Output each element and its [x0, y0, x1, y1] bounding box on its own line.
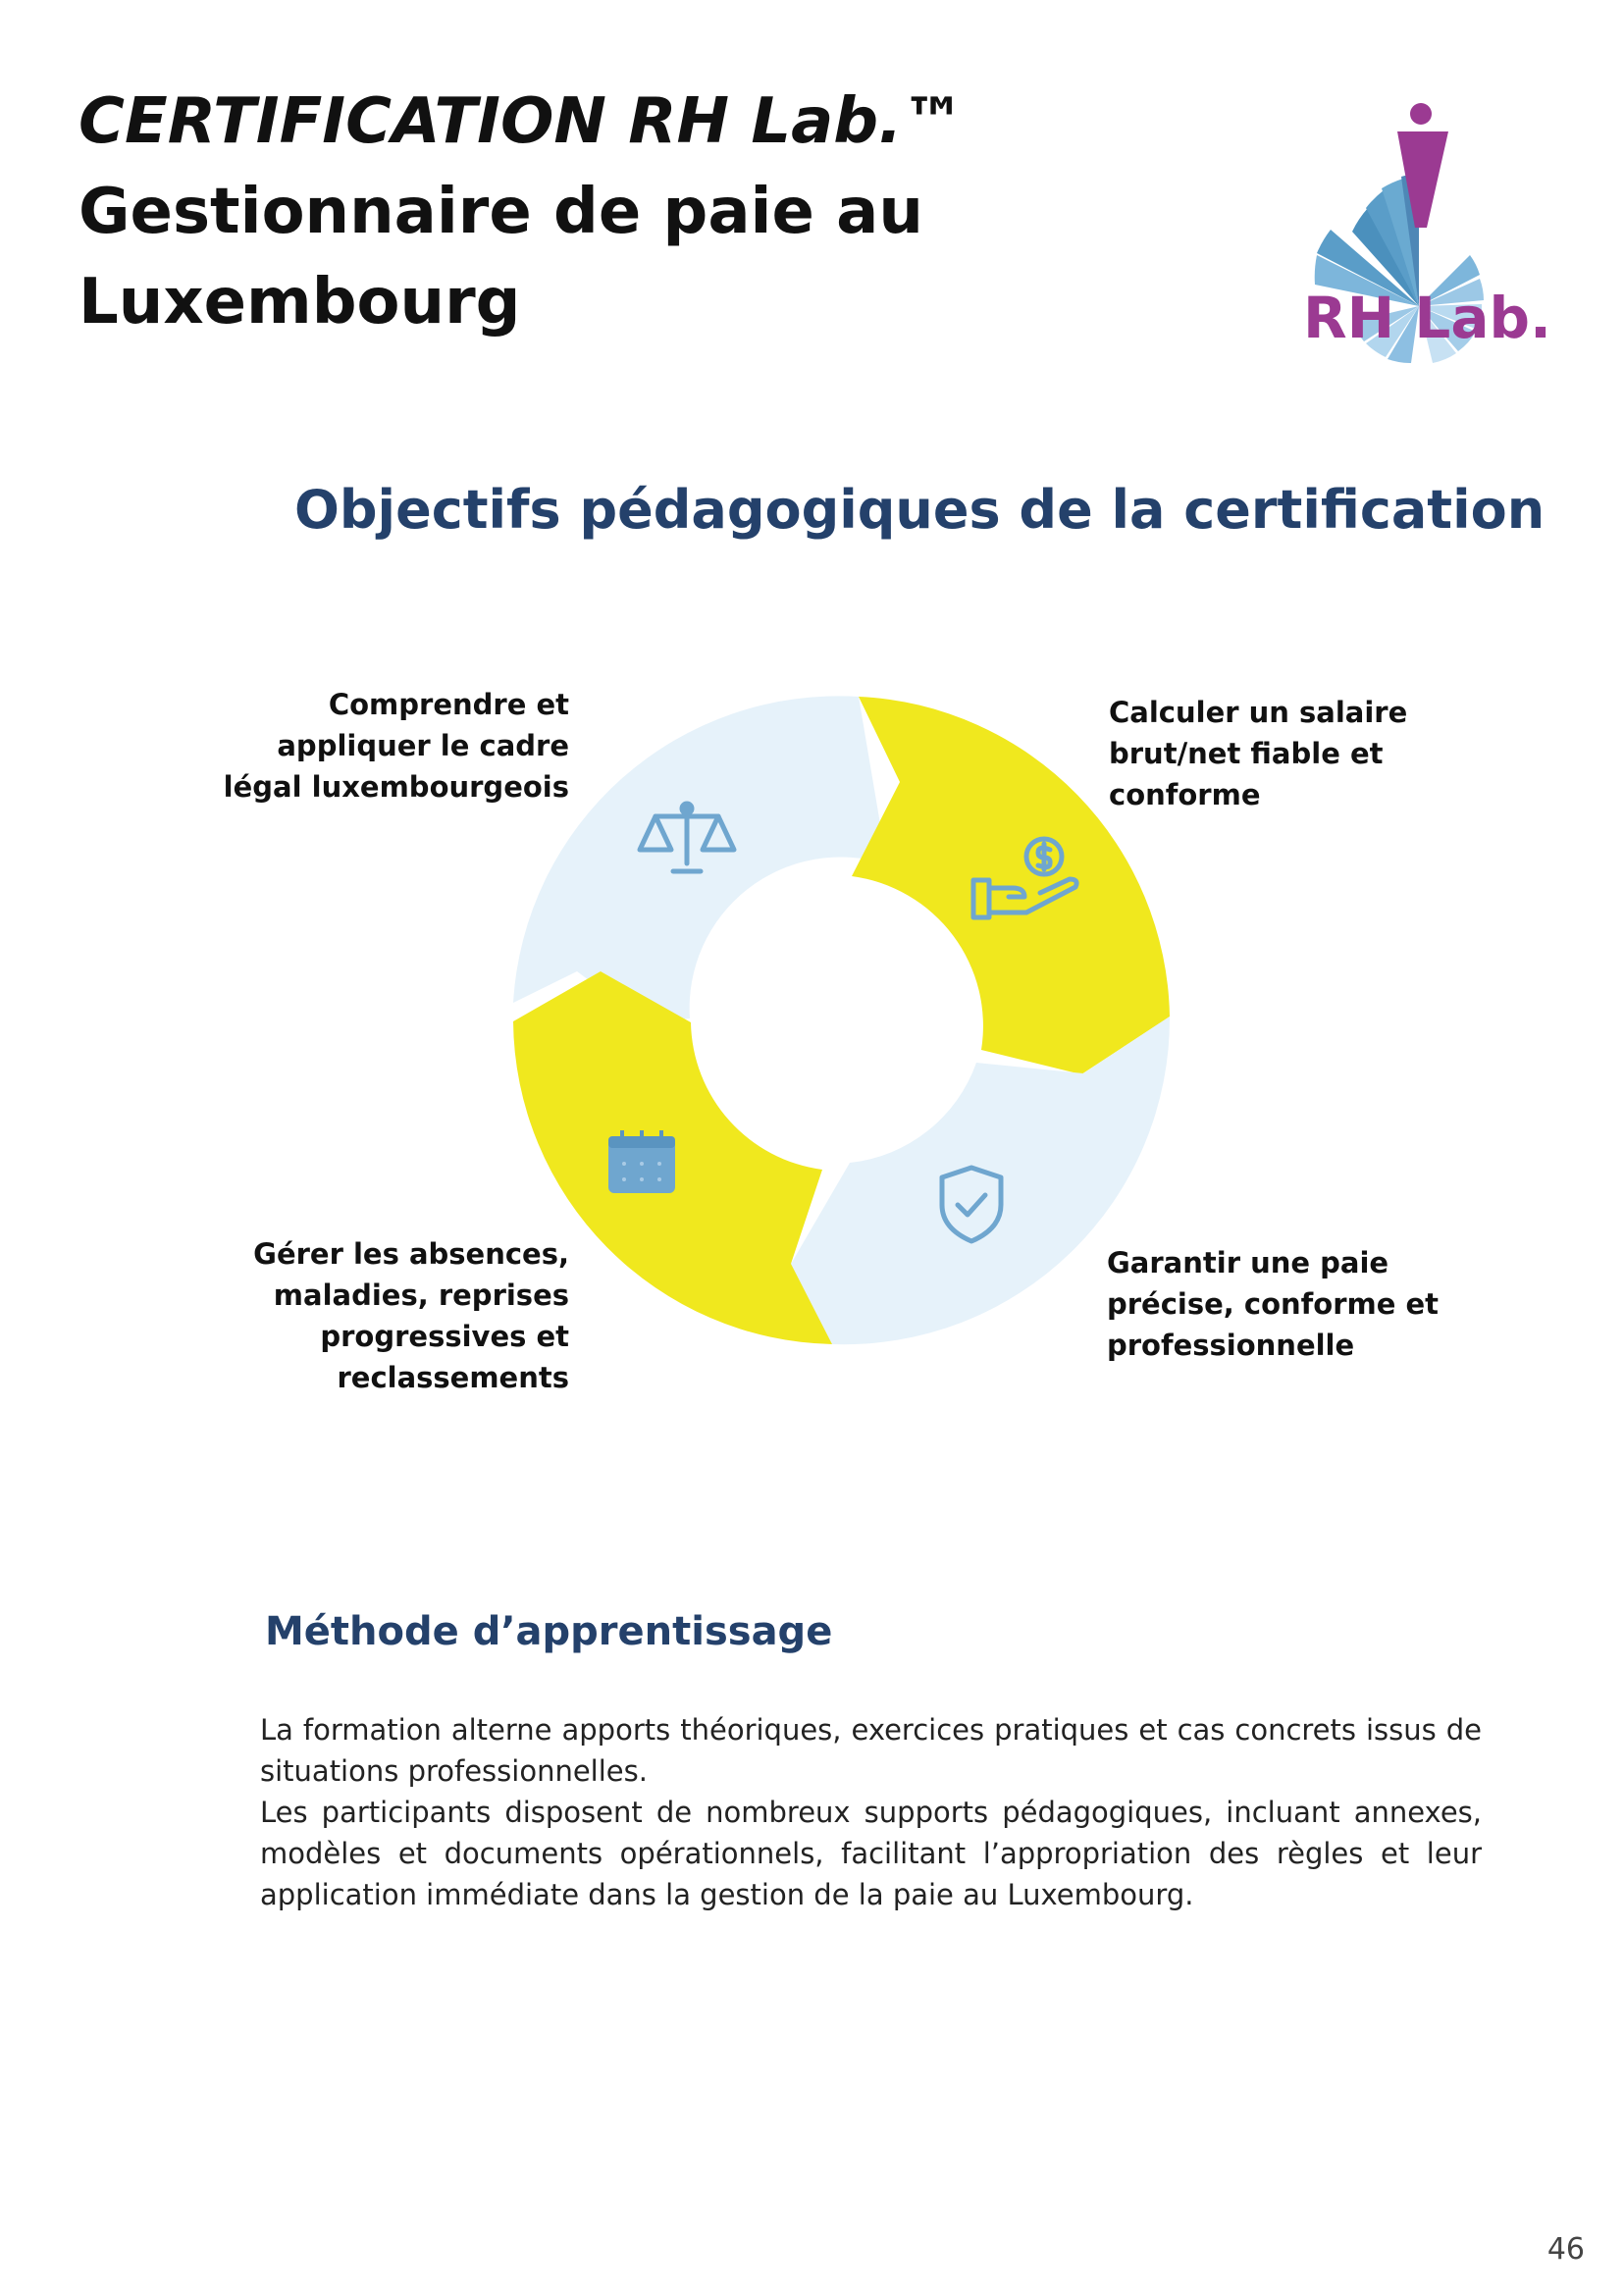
objective-label-garantir-paie: Garantir une paie précise, conforme et professionnelle: [1107, 1246, 1440, 1362]
objectives-heading: Objectifs pédagogiques de la certification: [294, 479, 1545, 541]
method-paragraph-1: La formation alterne apports théoriques, exercices pratiques et cas concrets issus de situations professionnelles.: [260, 1713, 1482, 1788]
objective-label-cadre-legal: Comprendre et appliquer le cadre légal luxembourgeois: [223, 688, 569, 804]
segment-cadre-legal: [513, 696, 887, 1022]
objective-label-gerer-absences: Gérer les absences, maladies, reprises progressives et reclassements: [253, 1237, 569, 1394]
objective-label-calcul-salaire: Calculer un salaire brut/net fiable et conforme: [1109, 696, 1408, 811]
title-line-3: Luxembourg: [79, 266, 521, 339]
method-paragraph-2: Les participants disposent de nombreux supports pédagogiques, incluant annexes, modèles et documents opérationnels, facilitant l’appropriation des règles et leur application immédiate dans la gestion de la paie au Luxembourg.: [260, 1796, 1482, 1911]
calendar-icon: [608, 1130, 675, 1193]
page-number: 46: [1546, 2232, 1585, 2267]
title-line-1: CERTIFICATION RH Lab.™: [79, 85, 966, 158]
title-line-2: Gestionnaire de paie au: [79, 176, 923, 248]
method-body: [260, 1709, 1482, 1915]
cycle-ring: [513, 696, 1170, 1344]
logo-text: RH Lab.: [1303, 285, 1552, 351]
method-heading: Méthode d’apprentissage: [265, 1609, 833, 1654]
